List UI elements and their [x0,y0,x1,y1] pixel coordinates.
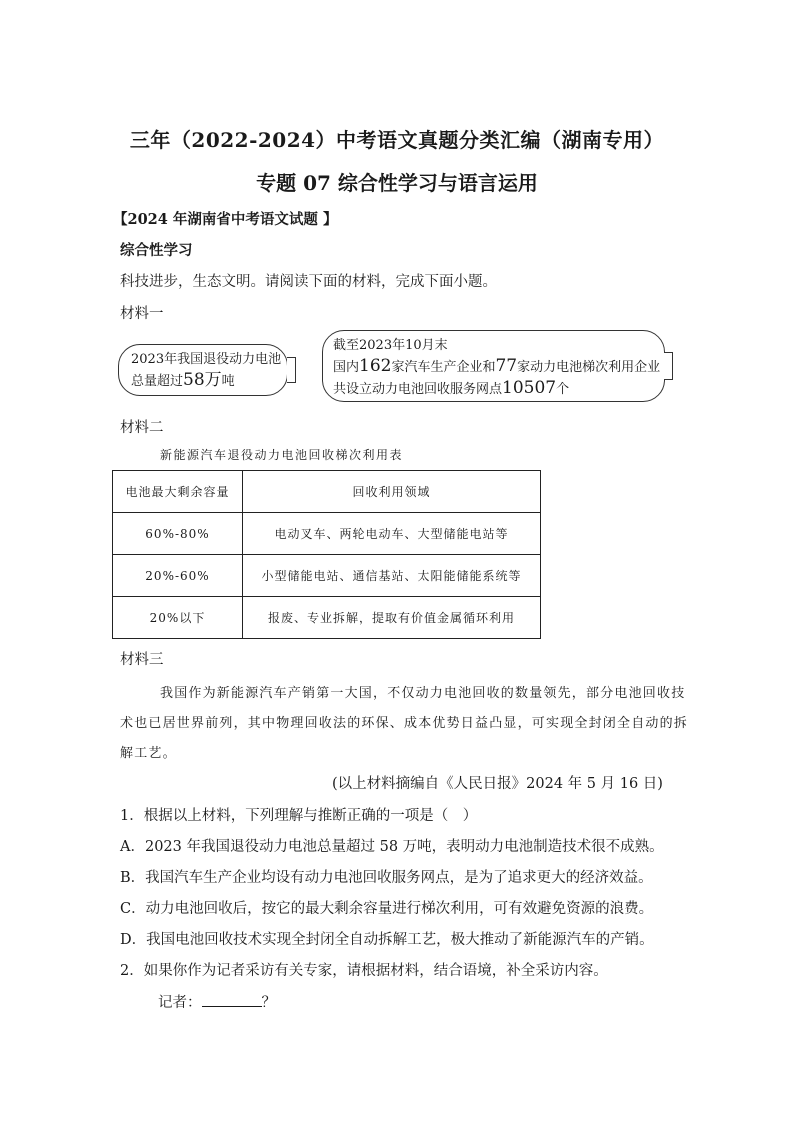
table-cell: 电动叉车、两轮电动车、大型储能电站等 [243,513,541,555]
table-cell: 小型储能电站、通信基站、太阳能储能系统等 [243,555,541,597]
battery1-line2: 总量超过58万吨 [131,370,235,390]
table-cell: 60%-80% [113,513,243,555]
q2-stem: 2．如果你作为记者采访有关专家，请根据材料，结合语境，补全采访内容。 [120,963,608,979]
reporter-question-mark: ？ [261,995,276,1011]
battery1-terminal [287,357,296,383]
q1-stem: 1．根据以上材料，下列理解与推断正确的一项是（ ） [120,808,478,824]
document-subtitle: 专题 07 综合性学习与语言运用 [256,171,538,195]
material3-line3: 解工艺。 [120,746,177,761]
material3-line1: 我国作为新能源汽车产销第一大国，不仅动力电池回收的数量领先，部分电池回收技 [160,686,686,701]
battery2-line1: 截至2023年10月末 [333,338,448,353]
document-title: 三年（2022-2024）中考语文真题分类汇编（湖南专用） [129,128,665,152]
q1-option-d: D．我国电池回收技术实现全封闭全自动拆解工艺，极大推动了新能源汽车的产销。 [120,932,654,948]
material3-label: 材料三 [120,652,164,668]
table-cell: 20%以下 [113,597,243,639]
reporter-label: 记者： [158,995,202,1011]
source-note: (以上材料摘编自《人民日报》2024 年 5 月 16 日) [332,776,663,792]
battery2-line2: 国内162家汽车生产企业和77家动力电池梯次利用企业 [333,356,661,376]
table-header-row [113,471,541,513]
q2-reporter-line [158,991,276,1012]
battery2-terminal [664,352,673,380]
section-title: 综合性学习 [120,242,193,259]
recycling-table [112,470,541,639]
table-row [113,555,541,597]
battery2-line3: 共设立动力电池回收服务网点10507个 [333,378,570,398]
q1-option-b: B．我国汽车生产企业均设有动力电池回收服务网点，是为了追求更大的经济效益。 [120,870,653,886]
material1-label: 材料一 [120,306,164,322]
table-row [113,513,541,555]
material3-line2: 术也已居世界前列，其中物理回收法的环保、成本优势日益凸显，可实现全封闭全自动的拆 [120,716,689,731]
table-cell: 报废、专业拆解，提取有价值金属循环利用 [243,597,541,639]
q1-option-c: C．动力电池回收后，按它的最大剩余容量进行梯次利用，可有效避免资源的浪费。 [120,901,654,917]
battery-box-recycling-points [322,330,665,402]
source-tag: 【2024 年湖南省中考语文试题 】 [113,211,338,228]
table-header-cell: 电池最大剩余容量 [113,471,243,513]
battery1-line1: 2023年我国退役动力电池 [131,352,282,367]
answer-blank[interactable] [202,992,262,1007]
material2-label: 材料二 [120,420,164,436]
table-header-cell: 回收利用领域 [243,471,541,513]
intro-text: 科技进步，生态文明。请阅读下面的材料，完成下面小题。 [120,274,497,290]
q1-option-a: A．2023 年我国退役动力电池总量超过 58 万吨，表明动力电池制造技术很不成熟。 [120,839,664,855]
table-caption: 新能源汽车退役动力电池回收梯次利用表 [160,448,404,462]
table-cell: 20%-60% [113,555,243,597]
battery-box-retired-total [118,344,288,396]
table-row [113,597,541,639]
